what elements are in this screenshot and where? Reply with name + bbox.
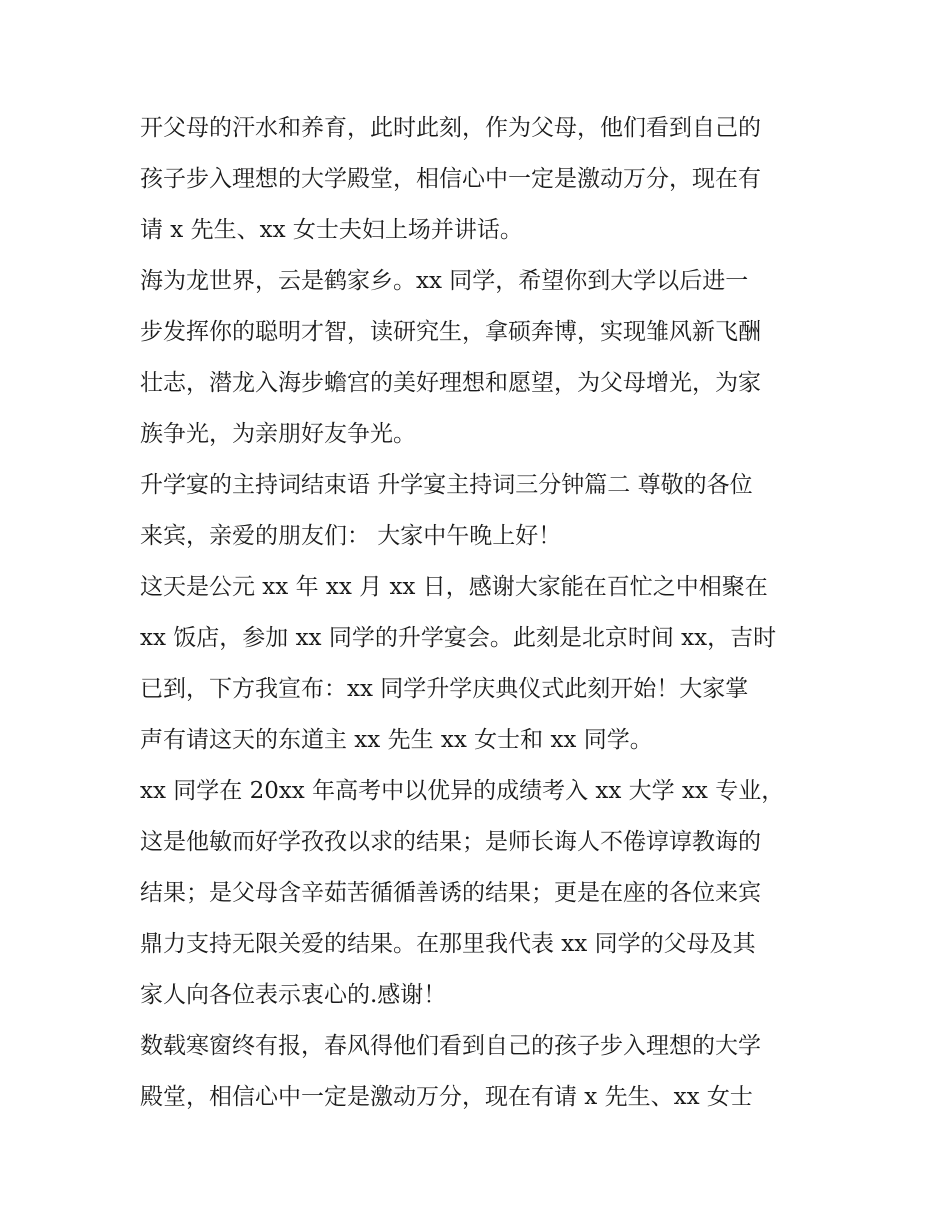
text-line: 孩子步入理想的大学殿堂，相信心中一定是激动万分，现在有 <box>140 166 761 192</box>
text-line: 族争光，为亲朋好友争光。 <box>140 421 416 447</box>
text-line: 这天是公元 xx 年 xx 月 xx 日，感谢大家能在百忙之中相聚在 <box>140 574 768 600</box>
text-line: 结果；是父母含辛茹苦循循善诱的结果；更是在座的各位来宾 <box>140 880 761 906</box>
text-line: 已到，下方我宣布：xx 同学升学庆典仪式此刻开始！大家掌 <box>140 676 749 702</box>
text-line: 家人向各位表示衷心的.感谢！ <box>140 982 447 1008</box>
text-line: 步发挥你的聪明才智，读研究生，拿硕奔博，实现雏风新飞酬 <box>140 319 761 345</box>
text-line: 来宾，亲爱的朋友们： 大家中午晚上好！ <box>140 523 562 549</box>
text-line: 请 x 先生、xx 女士夫妇上场并讲话。 <box>140 217 523 243</box>
text-line: 数载寒窗终有报，春风得他们看到自己的孩子步入理想的大学 <box>140 1033 761 1059</box>
text-line: xx 同学在 20xx 年高考中以优异的成绩考入 xx 大学 xx 专业， <box>140 778 785 804</box>
text-line: xx 饭店，参加 xx 同学的升学宴会。此刻是北京时间 xx，吉时 <box>140 625 777 651</box>
text-line: 开父母的汗水和养育，此时此刻，作为父母，他们看到自己的 <box>140 115 761 141</box>
text-line: 海为龙世界，云是鹤家乡。xx 同学，希望你到大学以后进一 <box>140 268 749 294</box>
text-line: 升学宴的主持词结束语 升学宴主持词三分钟篇二 尊敬的各位 <box>140 472 753 498</box>
text-line: 这是他敏而好学孜孜以求的结果；是师长诲人不倦谆谆教诲的 <box>140 829 761 855</box>
text-line: 鼎力支持无限关爱的结果。在那里我代表 xx 同学的父母及其 <box>140 931 756 957</box>
text-line: 声有请这天的东道主 xx 先生 xx 女士和 xx 同学。 <box>140 727 653 753</box>
text-line: 殿堂，相信心中一定是激动万分，现在有请 x 先生、xx 女士 <box>140 1084 753 1110</box>
text-line: 壮志，潜龙入海步蟾宫的美好理想和愿望，为父母增光，为家 <box>140 370 761 396</box>
document-body <box>140 103 820 1123</box>
